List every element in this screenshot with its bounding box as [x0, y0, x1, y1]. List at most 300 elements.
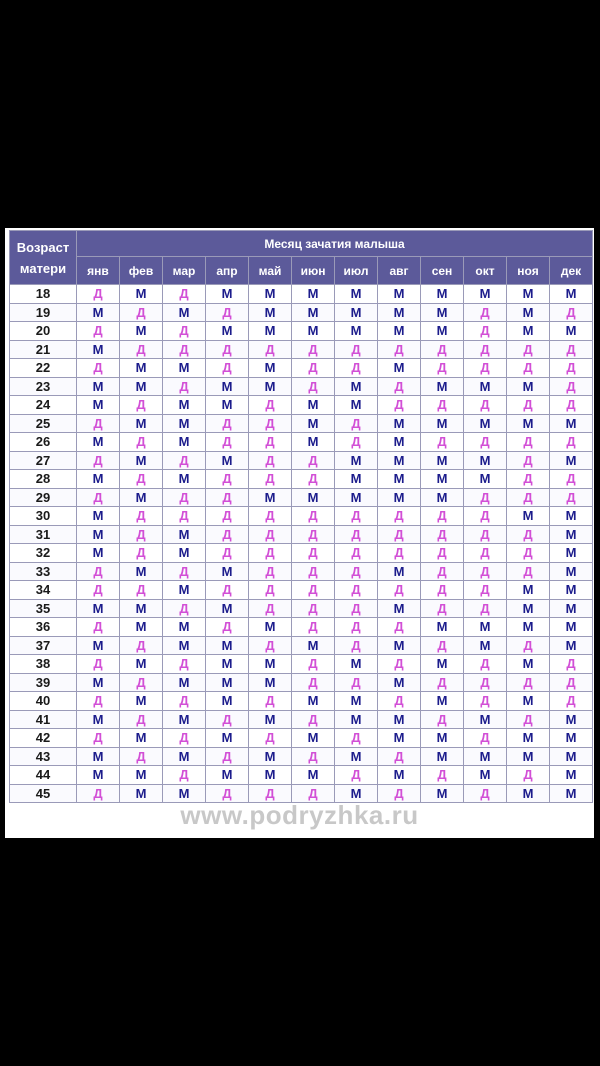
girl-cell: Д	[120, 470, 163, 489]
girl-cell: Д	[507, 710, 550, 729]
girl-cell: Д	[421, 581, 464, 600]
boy-cell: М	[163, 525, 206, 544]
girl-cell: Д	[206, 433, 249, 452]
girl-cell: Д	[206, 414, 249, 433]
boy-cell: М	[206, 396, 249, 415]
table-row	[10, 340, 593, 359]
girl-cell: Д	[507, 451, 550, 470]
boy-cell: М	[120, 377, 163, 396]
boy-cell: М	[378, 303, 421, 322]
girl-cell: Д	[292, 581, 335, 600]
girl-cell: Д	[421, 396, 464, 415]
boy-cell: М	[421, 784, 464, 803]
boy-cell: М	[550, 544, 593, 563]
boy-cell: М	[550, 729, 593, 748]
girl-cell: Д	[120, 636, 163, 655]
girl-cell: Д	[163, 451, 206, 470]
girl-cell: Д	[335, 433, 378, 452]
age-cell: 27	[10, 451, 77, 470]
boy-cell: М	[378, 636, 421, 655]
girl-cell: Д	[378, 507, 421, 526]
boy-cell: М	[292, 636, 335, 655]
girl-cell: Д	[206, 340, 249, 359]
chart-card	[5, 228, 594, 838]
boy-cell: М	[249, 747, 292, 766]
age-cell: 40	[10, 692, 77, 711]
age-cell: 22	[10, 359, 77, 378]
girl-cell: Д	[206, 618, 249, 637]
boy-cell: М	[77, 747, 120, 766]
girl-cell: Д	[249, 507, 292, 526]
girl-cell: Д	[292, 784, 335, 803]
boy-cell: М	[550, 710, 593, 729]
girl-cell: Д	[335, 414, 378, 433]
girl-cell: Д	[378, 340, 421, 359]
boy-cell: М	[163, 470, 206, 489]
girl-cell: Д	[335, 766, 378, 785]
girl-cell: Д	[292, 451, 335, 470]
boy-cell: М	[507, 414, 550, 433]
girl-cell: Д	[507, 340, 550, 359]
girl-cell: Д	[378, 377, 421, 396]
table-row	[10, 525, 593, 544]
month-header: сен	[421, 257, 464, 285]
age-cell: 43	[10, 747, 77, 766]
boy-cell: М	[206, 729, 249, 748]
girl-cell: Д	[378, 525, 421, 544]
girl-cell: Д	[335, 359, 378, 378]
boy-cell: М	[120, 359, 163, 378]
boy-cell: М	[77, 599, 120, 618]
boy-cell: М	[464, 636, 507, 655]
girl-cell: Д	[249, 414, 292, 433]
boy-cell: М	[507, 729, 550, 748]
girl-cell: Д	[163, 507, 206, 526]
boy-cell: М	[378, 470, 421, 489]
girl-cell: Д	[378, 655, 421, 674]
boy-cell: М	[77, 673, 120, 692]
girl-cell: Д	[77, 285, 120, 304]
boy-cell: М	[292, 303, 335, 322]
month-header: май	[249, 257, 292, 285]
boy-cell: М	[249, 710, 292, 729]
girl-cell: Д	[120, 710, 163, 729]
girl-cell: Д	[77, 488, 120, 507]
month-header: янв	[77, 257, 120, 285]
boy-cell: М	[378, 599, 421, 618]
boy-cell: М	[550, 618, 593, 637]
girl-cell: Д	[464, 784, 507, 803]
boy-cell: М	[163, 414, 206, 433]
girl-cell: Д	[120, 396, 163, 415]
age-cell: 32	[10, 544, 77, 563]
girl-cell: Д	[249, 451, 292, 470]
girl-cell: Д	[77, 784, 120, 803]
girl-cell: Д	[507, 673, 550, 692]
boy-cell: М	[378, 285, 421, 304]
girl-cell: Д	[464, 581, 507, 600]
girl-cell: Д	[335, 562, 378, 581]
boy-cell: М	[120, 599, 163, 618]
girl-cell: Д	[206, 710, 249, 729]
girl-cell: Д	[378, 692, 421, 711]
girl-cell: Д	[378, 396, 421, 415]
boy-cell: М	[292, 729, 335, 748]
girl-cell: Д	[163, 655, 206, 674]
girl-cell: Д	[292, 377, 335, 396]
girl-cell: Д	[292, 710, 335, 729]
boy-cell: М	[120, 414, 163, 433]
table-row	[10, 655, 593, 674]
boy-cell: М	[421, 303, 464, 322]
girl-cell: Д	[421, 710, 464, 729]
table-row	[10, 285, 593, 304]
age-cell: 24	[10, 396, 77, 415]
header-row-months	[10, 257, 593, 285]
boy-cell: М	[163, 747, 206, 766]
boy-cell: М	[464, 377, 507, 396]
boy-cell: М	[163, 636, 206, 655]
girl-cell: Д	[507, 525, 550, 544]
girl-cell: Д	[206, 470, 249, 489]
boy-cell: М	[378, 766, 421, 785]
age-cell: 39	[10, 673, 77, 692]
girl-cell: Д	[292, 525, 335, 544]
boy-cell: М	[163, 710, 206, 729]
girl-cell: Д	[550, 340, 593, 359]
girl-cell: Д	[550, 396, 593, 415]
table-row	[10, 414, 593, 433]
girl-cell: Д	[249, 470, 292, 489]
girl-cell: Д	[292, 359, 335, 378]
girl-cell: Д	[292, 599, 335, 618]
month-header: июн	[292, 257, 335, 285]
girl-cell: Д	[550, 655, 593, 674]
age-cell: 23	[10, 377, 77, 396]
girl-cell: Д	[120, 673, 163, 692]
boy-cell: М	[120, 322, 163, 341]
table-row	[10, 396, 593, 415]
girl-cell: Д	[206, 488, 249, 507]
girl-cell: Д	[249, 784, 292, 803]
boy-cell: М	[335, 655, 378, 674]
boy-cell: М	[464, 470, 507, 489]
boy-cell: М	[206, 285, 249, 304]
girl-cell: Д	[163, 340, 206, 359]
boy-cell: М	[507, 618, 550, 637]
girl-cell: Д	[335, 507, 378, 526]
girl-cell: Д	[464, 322, 507, 341]
boy-cell: М	[120, 488, 163, 507]
girl-cell: Д	[120, 340, 163, 359]
boy-cell: М	[378, 322, 421, 341]
boy-cell: М	[378, 710, 421, 729]
girl-cell: Д	[77, 414, 120, 433]
girl-cell: Д	[206, 359, 249, 378]
boy-cell: М	[249, 488, 292, 507]
girl-cell: Д	[77, 562, 120, 581]
boy-cell: М	[550, 747, 593, 766]
boy-cell: М	[163, 433, 206, 452]
boy-cell: М	[378, 562, 421, 581]
month-header: окт	[464, 257, 507, 285]
boy-cell: М	[550, 285, 593, 304]
girl-cell: Д	[464, 544, 507, 563]
boy-cell: М	[292, 414, 335, 433]
girl-cell: Д	[249, 692, 292, 711]
boy-cell: М	[550, 599, 593, 618]
boy-cell: М	[77, 507, 120, 526]
boy-cell: М	[550, 525, 593, 544]
girl-cell: Д	[163, 562, 206, 581]
girl-cell: Д	[507, 488, 550, 507]
girl-cell: Д	[507, 636, 550, 655]
month-header: апр	[206, 257, 249, 285]
boy-cell: М	[335, 451, 378, 470]
boy-cell: М	[421, 451, 464, 470]
table-row	[10, 729, 593, 748]
boy-cell: М	[550, 414, 593, 433]
boy-cell: М	[507, 285, 550, 304]
girl-cell: Д	[421, 433, 464, 452]
boy-cell: М	[421, 470, 464, 489]
girl-cell: Д	[249, 544, 292, 563]
boy-cell: М	[120, 451, 163, 470]
boy-cell: М	[550, 507, 593, 526]
boy-cell: М	[378, 359, 421, 378]
girl-cell: Д	[77, 359, 120, 378]
girl-cell: Д	[421, 562, 464, 581]
girl-cell: Д	[507, 766, 550, 785]
girl-cell: Д	[421, 544, 464, 563]
girl-cell: Д	[335, 581, 378, 600]
girl-cell: Д	[507, 562, 550, 581]
boy-cell: М	[163, 618, 206, 637]
boy-cell: М	[421, 285, 464, 304]
boy-cell: М	[77, 396, 120, 415]
girl-cell: Д	[421, 340, 464, 359]
age-cell: 37	[10, 636, 77, 655]
girl-cell: Д	[120, 507, 163, 526]
girl-cell: Д	[550, 433, 593, 452]
girl-cell: Д	[335, 599, 378, 618]
age-cell: 20	[10, 322, 77, 341]
boy-cell: М	[206, 636, 249, 655]
girl-cell: Д	[163, 692, 206, 711]
girl-cell: Д	[421, 766, 464, 785]
boy-cell: М	[77, 470, 120, 489]
age-cell: 44	[10, 766, 77, 785]
girl-cell: Д	[77, 581, 120, 600]
table-row	[10, 710, 593, 729]
table-row	[10, 507, 593, 526]
girl-cell: Д	[292, 470, 335, 489]
boy-cell: М	[464, 285, 507, 304]
age-cell: 25	[10, 414, 77, 433]
boy-cell: М	[206, 692, 249, 711]
boy-cell: М	[292, 285, 335, 304]
boy-cell: М	[206, 673, 249, 692]
boy-cell: М	[378, 673, 421, 692]
boy-cell: М	[249, 359, 292, 378]
girl-cell: Д	[77, 322, 120, 341]
boy-cell: М	[335, 710, 378, 729]
age-cell: 18	[10, 285, 77, 304]
table-row	[10, 359, 593, 378]
boy-cell: М	[507, 599, 550, 618]
boy-cell: М	[206, 377, 249, 396]
boy-cell: М	[120, 562, 163, 581]
boy-cell: М	[206, 322, 249, 341]
girl-cell: Д	[335, 525, 378, 544]
girl-cell: Д	[292, 507, 335, 526]
age-cell: 21	[10, 340, 77, 359]
table-row	[10, 544, 593, 563]
boy-cell: М	[464, 710, 507, 729]
girl-cell: Д	[206, 507, 249, 526]
header-row-title	[10, 231, 593, 257]
boy-cell: М	[335, 747, 378, 766]
age-cell: 36	[10, 618, 77, 637]
table-row	[10, 766, 593, 785]
boy-cell: М	[249, 618, 292, 637]
boy-cell: М	[421, 655, 464, 674]
age-cell: 42	[10, 729, 77, 748]
girl-cell: Д	[550, 377, 593, 396]
girl-cell: Д	[550, 470, 593, 489]
age-cell: 30	[10, 507, 77, 526]
girl-cell: Д	[378, 618, 421, 637]
girl-cell: Д	[378, 544, 421, 563]
age-cell: 34	[10, 581, 77, 600]
table-row	[10, 303, 593, 322]
girl-cell: Д	[206, 747, 249, 766]
girl-cell: Д	[335, 340, 378, 359]
table-row	[10, 470, 593, 489]
girl-cell: Д	[249, 636, 292, 655]
boy-cell: М	[507, 322, 550, 341]
table-row	[10, 488, 593, 507]
girl-cell: Д	[163, 377, 206, 396]
girl-cell: Д	[163, 599, 206, 618]
boy-cell: М	[507, 784, 550, 803]
girl-cell: Д	[464, 692, 507, 711]
girl-cell: Д	[507, 359, 550, 378]
boy-cell: М	[249, 377, 292, 396]
girl-cell: Д	[206, 303, 249, 322]
boy-cell: М	[120, 784, 163, 803]
girl-cell: Д	[77, 729, 120, 748]
boy-cell: М	[335, 303, 378, 322]
girl-cell: Д	[335, 636, 378, 655]
girl-cell: Д	[120, 544, 163, 563]
girl-cell: Д	[206, 544, 249, 563]
girl-cell: Д	[507, 433, 550, 452]
boy-cell: М	[120, 655, 163, 674]
table-row	[10, 618, 593, 637]
boy-cell: М	[335, 470, 378, 489]
age-cell: 35	[10, 599, 77, 618]
boy-cell: М	[206, 655, 249, 674]
month-title-header: Месяц зачатия малыша	[77, 231, 593, 257]
age-cell: 31	[10, 525, 77, 544]
boy-cell: М	[120, 766, 163, 785]
girl-cell: Д	[292, 562, 335, 581]
girl-cell: Д	[163, 285, 206, 304]
boy-cell: М	[249, 285, 292, 304]
month-header: дек	[550, 257, 593, 285]
boy-cell: М	[421, 322, 464, 341]
girl-cell: Д	[464, 562, 507, 581]
boy-cell: М	[292, 766, 335, 785]
boy-cell: М	[550, 581, 593, 600]
girl-cell: Д	[464, 359, 507, 378]
girl-cell: Д	[77, 451, 120, 470]
table-row	[10, 636, 593, 655]
boy-cell: М	[77, 377, 120, 396]
girl-cell: Д	[550, 303, 593, 322]
boy-cell: М	[550, 322, 593, 341]
boy-cell: М	[378, 488, 421, 507]
boy-cell: М	[292, 692, 335, 711]
boy-cell: М	[335, 784, 378, 803]
boy-cell: М	[206, 451, 249, 470]
boy-cell: М	[120, 618, 163, 637]
girl-cell: Д	[335, 544, 378, 563]
boy-cell: М	[249, 673, 292, 692]
girl-cell: Д	[421, 599, 464, 618]
boy-cell: М	[378, 433, 421, 452]
girl-cell: Д	[120, 747, 163, 766]
boy-cell: М	[163, 784, 206, 803]
girl-cell: Д	[292, 673, 335, 692]
girl-cell: Д	[292, 655, 335, 674]
girl-cell: Д	[120, 303, 163, 322]
boy-cell: М	[77, 766, 120, 785]
boy-cell: М	[421, 618, 464, 637]
girl-cell: Д	[378, 581, 421, 600]
table-row	[10, 322, 593, 341]
mother-age-header: Возраст матери	[10, 231, 77, 285]
boy-cell: М	[163, 396, 206, 415]
girl-cell: Д	[249, 562, 292, 581]
boy-cell: М	[421, 692, 464, 711]
table-row	[10, 433, 593, 452]
boy-cell: М	[421, 747, 464, 766]
girl-cell: Д	[120, 581, 163, 600]
table-row	[10, 581, 593, 600]
girl-cell: Д	[464, 655, 507, 674]
boy-cell: М	[464, 766, 507, 785]
boy-cell: М	[550, 451, 593, 470]
girl-cell: Д	[464, 673, 507, 692]
girl-cell: Д	[421, 673, 464, 692]
girl-cell: Д	[464, 599, 507, 618]
age-cell: 41	[10, 710, 77, 729]
boy-cell: М	[378, 414, 421, 433]
boy-cell: М	[120, 729, 163, 748]
girl-cell: Д	[120, 525, 163, 544]
girl-cell: Д	[421, 359, 464, 378]
girl-cell: Д	[550, 359, 593, 378]
boy-cell: М	[77, 433, 120, 452]
boy-cell: М	[292, 396, 335, 415]
girl-cell: Д	[206, 525, 249, 544]
girl-cell: Д	[292, 618, 335, 637]
girl-cell: Д	[464, 525, 507, 544]
age-cell: 29	[10, 488, 77, 507]
girl-cell: Д	[335, 729, 378, 748]
